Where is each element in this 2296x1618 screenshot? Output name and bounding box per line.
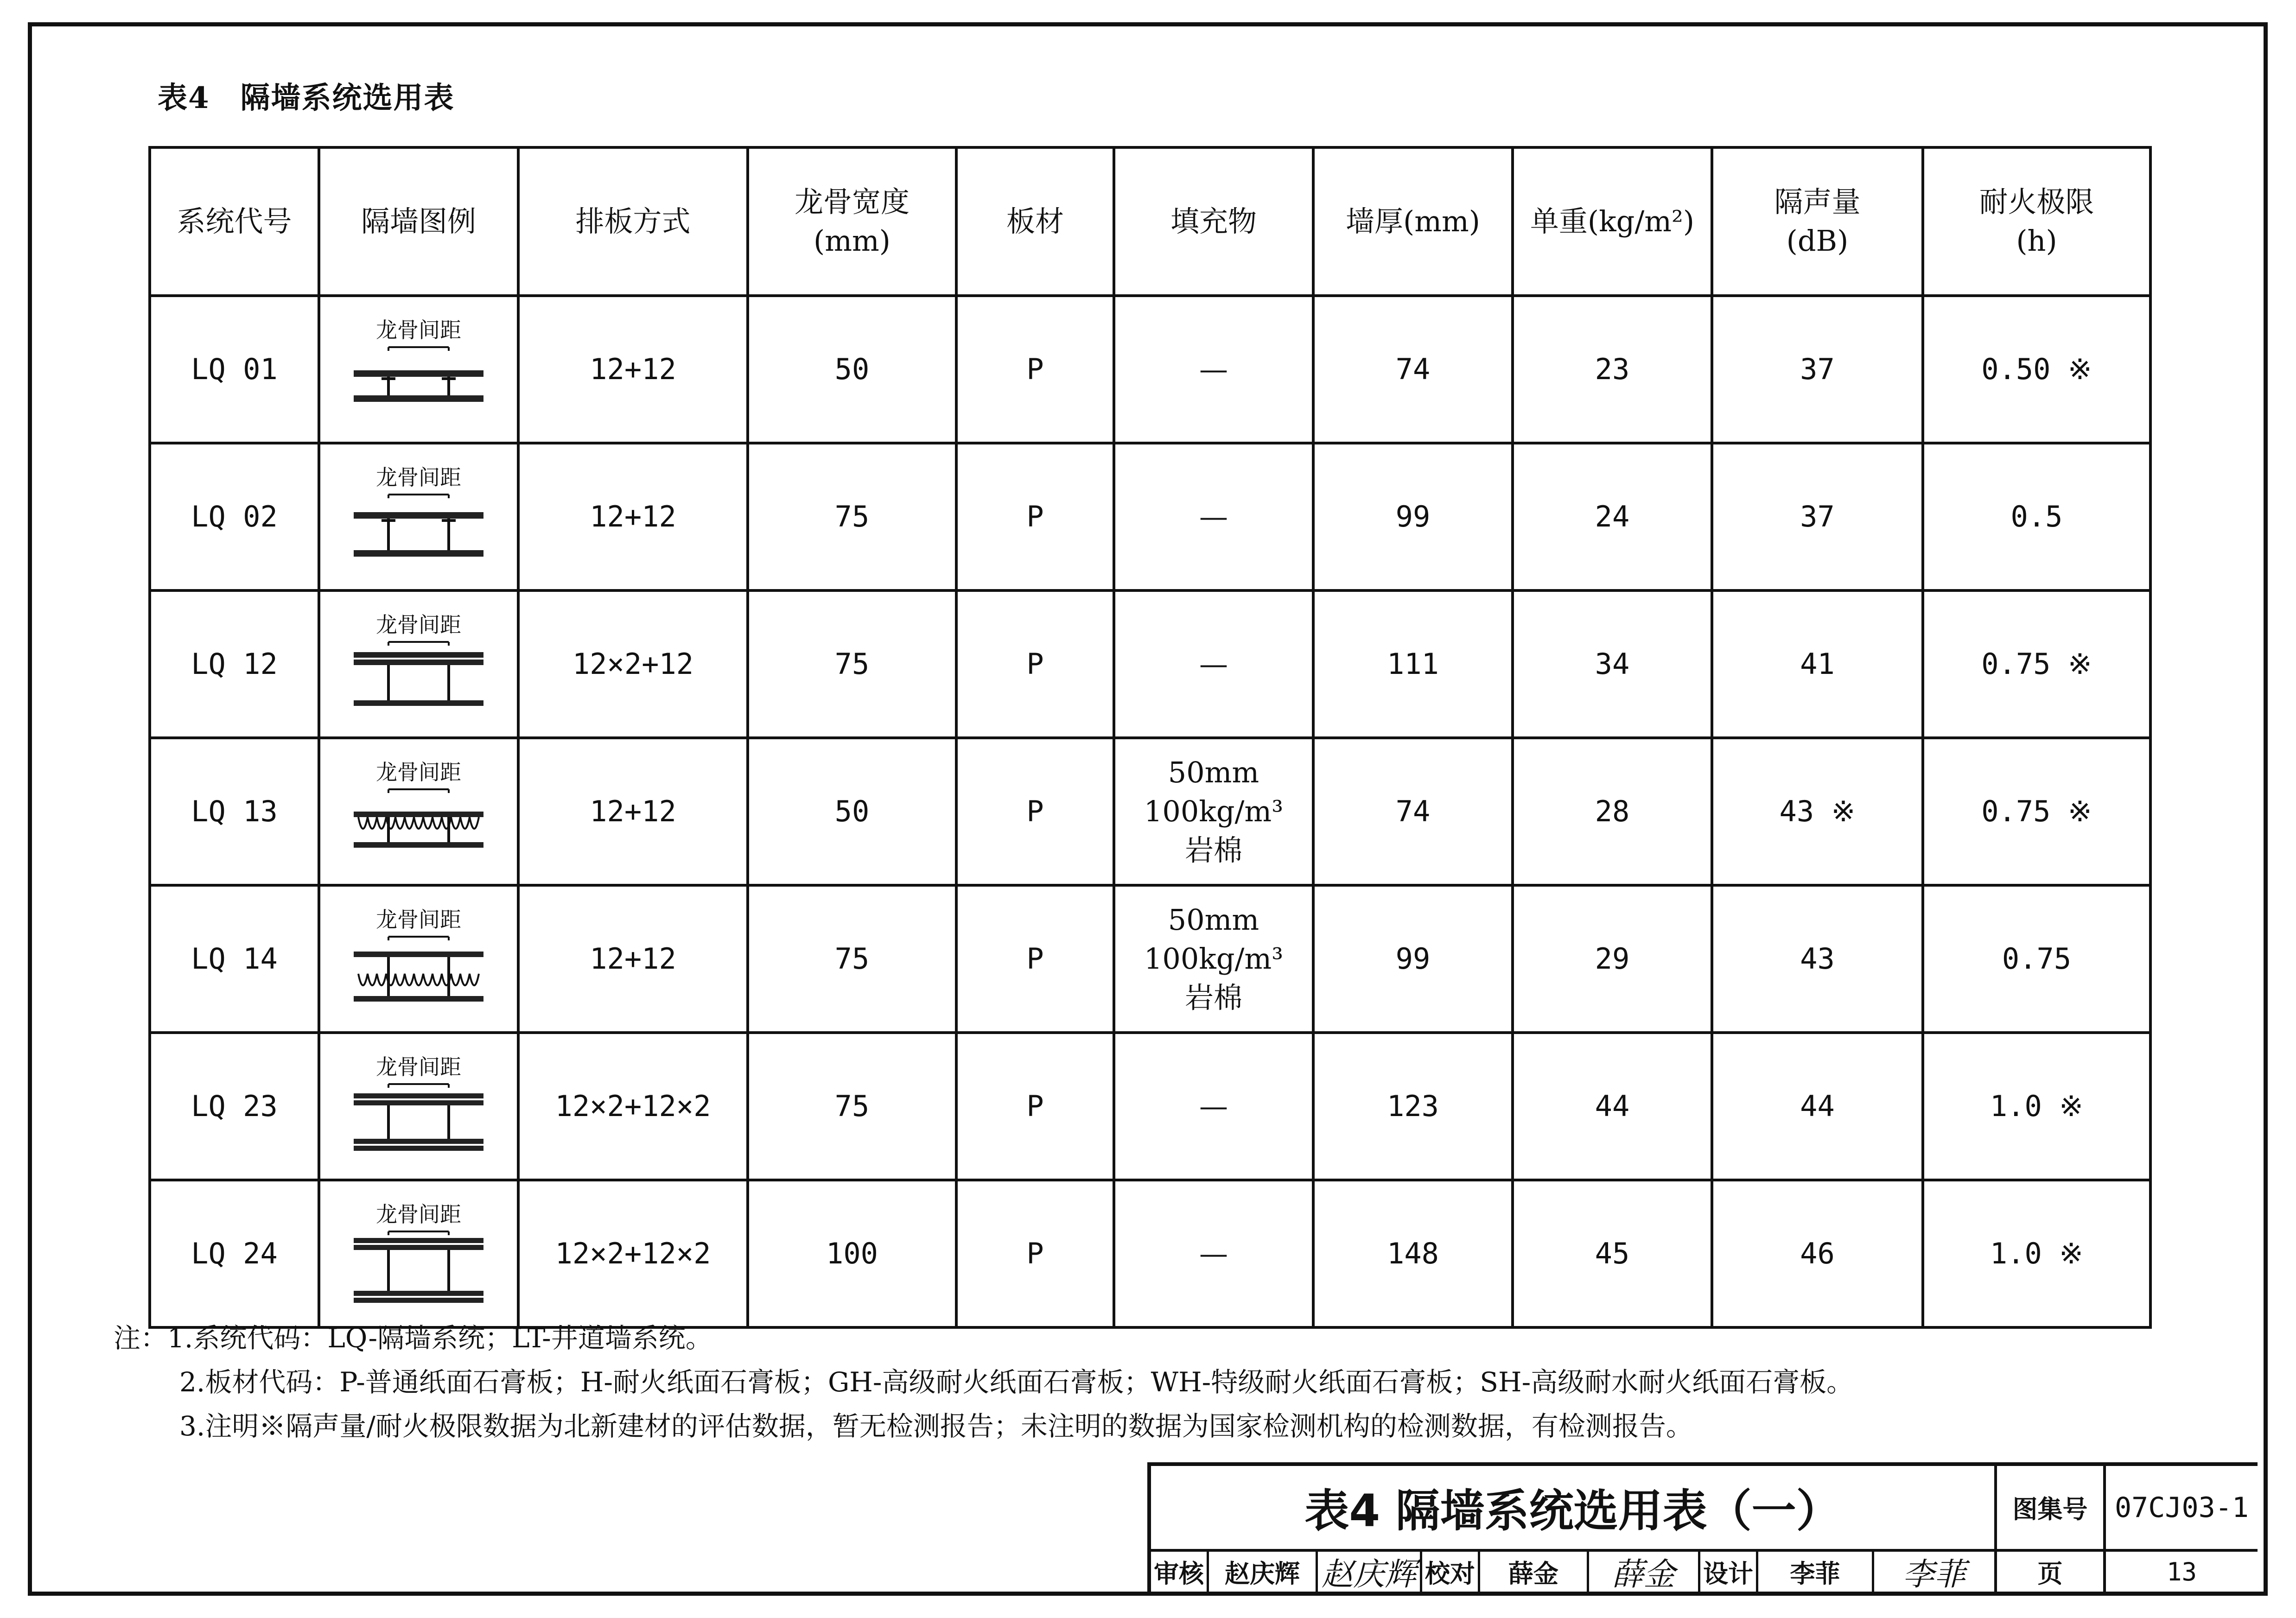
cell-fill — [1114, 885, 1313, 1033]
header-row — [150, 147, 2150, 296]
cell-weight: 24 — [1513, 443, 1712, 590]
cell-sound: 37 — [1712, 443, 1923, 590]
fill-line-2: 100kg/m³ — [1144, 794, 1284, 829]
cell-weight: 29 — [1513, 885, 1712, 1033]
cell-legend — [319, 1033, 518, 1180]
cell-sound: 37 — [1712, 296, 1923, 443]
cell-thickness: 111 — [1313, 590, 1513, 738]
notes — [114, 1316, 1853, 1448]
fill-line-2: 100kg/m³ — [1144, 942, 1284, 976]
cell-board: P — [956, 296, 1114, 443]
cell-layout: 12+12 — [518, 296, 748, 443]
atlas-number: 07CJ03-1 — [2106, 1466, 2258, 1552]
wall-section-diagram — [349, 1226, 488, 1305]
cell-layout: 12×2+12×2 — [518, 1180, 748, 1327]
sheet-title: 表4 隔墙系统选用表（一） — [1151, 1466, 1997, 1552]
cell-sound: 41 — [1712, 590, 1923, 738]
cell-thickness: 74 — [1313, 738, 1513, 885]
cell-thickness: 148 — [1313, 1180, 1513, 1327]
reviewer-signature: 赵庆辉 — [1318, 1552, 1422, 1592]
cell-fire: 0.5 — [1923, 443, 2150, 590]
table-row — [150, 1180, 2150, 1327]
fill-line-1: — — [1199, 1089, 1228, 1123]
wall-section-diagram — [349, 1079, 488, 1157]
cell-weight: 44 — [1513, 1033, 1712, 1180]
legend-label: 龙骨间距 — [376, 907, 461, 932]
designer-name: 李菲 — [1758, 1552, 1874, 1592]
cell-fill — [1114, 1180, 1313, 1327]
cell-stud: 75 — [748, 590, 956, 738]
note-line-1: 注：1.系统代码：LQ-隔墙系统；LT-井道墙系统。 — [114, 1322, 712, 1354]
cell-sound: 43 ※ — [1712, 738, 1923, 885]
cell-stud: 75 — [748, 443, 956, 590]
cell-layout: 12×2+12×2 — [518, 1033, 748, 1180]
cell-code: LQ 02 — [150, 443, 319, 590]
cell-stud: 75 — [748, 885, 956, 1033]
header-sound-label: 隔声量 — [1774, 185, 1861, 219]
header-fill: 填充物 — [1114, 147, 1313, 296]
wall-section-diagram — [349, 636, 488, 715]
note-line-2: 2.板材代码：P-普通纸面石膏板；H-耐火纸面石膏板；GH-高级耐火纸面石膏板；WH-特级耐火纸面石膏板；SH-高级耐水耐火纸面石膏板。 — [179, 1366, 1854, 1398]
cell-board: P — [956, 738, 1114, 885]
cell-layout: 12+12 — [518, 885, 748, 1033]
cell-fire: 0.50 ※ — [1923, 296, 2150, 443]
table-row — [150, 296, 2150, 443]
cell-layout: 12×2+12 — [518, 590, 748, 738]
header-board: 板材 — [956, 147, 1114, 296]
cell-thickness: 99 — [1313, 443, 1513, 590]
cell-fire: 0.75 ※ — [1923, 590, 2150, 738]
wall-section-diagram — [349, 489, 488, 568]
header-code: 系统代号 — [150, 147, 319, 296]
fill-line-3: 岩棉 — [1184, 980, 1242, 1015]
fill-line-1: — — [1199, 500, 1228, 534]
legend-label: 龙骨间距 — [376, 1054, 461, 1079]
header-sound — [1712, 147, 1923, 296]
header-sound-unit: (dB) — [1786, 224, 1849, 258]
fill-line-1: — — [1199, 352, 1228, 387]
header-fire-label: 耐火极限 — [1979, 185, 2094, 219]
cell-legend — [319, 590, 518, 738]
table-row — [150, 885, 2150, 1033]
cell-code: LQ 13 — [150, 738, 319, 885]
table-row — [150, 443, 2150, 590]
header-stud-width-unit: (mm) — [814, 224, 890, 258]
header-fire-unit: (h) — [2016, 224, 2057, 258]
cell-board: P — [956, 1180, 1114, 1327]
cell-layout: 12+12 — [518, 443, 748, 590]
wall-section-diagram — [349, 784, 488, 863]
header-layout: 排板方式 — [518, 147, 748, 296]
header-stud-width — [748, 147, 956, 296]
legend-label: 龙骨间距 — [376, 464, 461, 490]
legend-label: 龙骨间距 — [376, 612, 461, 637]
table-row — [150, 738, 2150, 885]
cell-fill — [1114, 296, 1313, 443]
cell-legend — [319, 1180, 518, 1327]
table-caption: 表4 隔墙系统选用表 — [158, 81, 455, 115]
cell-code: LQ 01 — [150, 296, 319, 443]
legend-label: 龙骨间距 — [376, 759, 461, 785]
header-legend: 隔墙图例 — [319, 147, 518, 296]
cell-weight: 28 — [1513, 738, 1712, 885]
cell-stud: 50 — [748, 738, 956, 885]
cell-fill — [1114, 1033, 1313, 1180]
legend-label: 龙骨间距 — [376, 317, 461, 343]
cell-fire: 1.0 ※ — [1923, 1180, 2150, 1327]
cell-weight: 34 — [1513, 590, 1712, 738]
check-label: 校对 — [1422, 1552, 1480, 1592]
cell-legend — [319, 738, 518, 885]
cell-fire: 0.75 — [1923, 885, 2150, 1033]
cell-board: P — [956, 590, 1114, 738]
cell-fill — [1114, 738, 1313, 885]
cell-weight: 23 — [1513, 296, 1712, 443]
fill-line-1: 50mm — [1168, 903, 1259, 937]
cell-code: LQ 24 — [150, 1180, 319, 1327]
note-line-3: 3.注明※隔声量/耐火极限数据为北新建材的评估数据，暂无检测报告；未注明的数据为国家检测机构的检测数据，有检测报告。 — [179, 1410, 1693, 1442]
fill-line-1: — — [1199, 647, 1228, 681]
title-block — [1147, 1462, 2258, 1592]
table-row — [150, 1033, 2150, 1180]
cell-stud: 100 — [748, 1180, 956, 1327]
checker-name: 薛金 — [1480, 1552, 1589, 1592]
cell-legend — [319, 443, 518, 590]
atlas-label: 图集号 — [1997, 1466, 2106, 1552]
partition-system-table — [148, 146, 2152, 1329]
cell-weight: 45 — [1513, 1180, 1712, 1327]
cell-stud: 75 — [748, 1033, 956, 1180]
cell-code: LQ 12 — [150, 590, 319, 738]
designer-signature: 李菲 — [1874, 1552, 1997, 1592]
page-number: 13 — [2166, 1557, 2197, 1586]
header-fire — [1923, 147, 2150, 296]
cell-legend — [319, 296, 518, 443]
cell-fill — [1114, 590, 1313, 738]
cell-board: P — [956, 1033, 1114, 1180]
cell-thickness: 123 — [1313, 1033, 1513, 1180]
header-stud-width-label: 龙骨宽度 — [794, 185, 909, 219]
wall-section-diagram — [349, 342, 488, 420]
header-weight: 单重(kg/m²) — [1513, 147, 1712, 296]
cell-fire: 0.75 ※ — [1923, 738, 2150, 885]
cell-fire: 1.0 ※ — [1923, 1033, 2150, 1180]
cell-sound: 44 — [1712, 1033, 1923, 1180]
cell-code: LQ 23 — [150, 1033, 319, 1180]
cell-thickness: 99 — [1313, 885, 1513, 1033]
legend-label: 龙骨间距 — [376, 1201, 461, 1227]
checker-signature: 薛金 — [1589, 1552, 1700, 1592]
cell-sound: 43 — [1712, 885, 1923, 1033]
cell-sound: 46 — [1712, 1180, 1923, 1327]
cell-thickness: 74 — [1313, 296, 1513, 443]
wall-section-diagram — [349, 931, 488, 1010]
cell-fill — [1114, 443, 1313, 590]
design-label: 设计 — [1700, 1552, 1758, 1592]
cell-layout: 12+12 — [518, 738, 748, 885]
table-row — [150, 590, 2150, 738]
page-label: 页 — [1997, 1552, 2106, 1592]
cell-board: P — [956, 885, 1114, 1033]
fill-line-1: — — [1199, 1237, 1228, 1271]
review-label: 审核 — [1151, 1552, 1209, 1592]
fill-line-1: 50mm — [1168, 755, 1259, 790]
reviewer-name: 赵庆辉 — [1209, 1552, 1318, 1592]
cell-legend — [319, 885, 518, 1033]
cell-board: P — [956, 443, 1114, 590]
cell-stud: 50 — [748, 296, 956, 443]
cell-code: LQ 14 — [150, 885, 319, 1033]
header-thickness: 墙厚(mm) — [1313, 147, 1513, 296]
fill-line-3: 岩棉 — [1184, 833, 1242, 867]
